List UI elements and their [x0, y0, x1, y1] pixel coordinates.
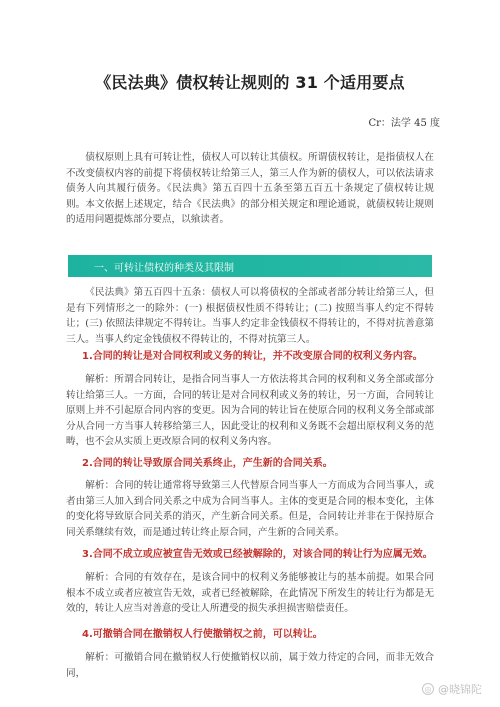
point-4-heading: 4.可撤销合同在撤销权人行使撤销权之前，可以转让。 — [82, 629, 323, 640]
watermark-text: @晓锦陀 — [438, 683, 482, 696]
watermark — [422, 681, 482, 697]
point-2-heading: 2.合同的转让导致原合同关系终止，产生新的合同关系。 — [82, 458, 333, 469]
article-545-paragraph: 《民法典》第五百四十五条：债权人可以将债权的全部或者部分转让给第三人，但是有下列情形之一的除外：(一) 根据债权性质不得转让；(二) 按照当事人约定不得转让；(三) 依照法律规定不得转让。当事人约定非金钱债权不得转让的，不得对抗善意第三人。当事人约定金钱债权不得转让的，不得对抗第三人。 — [66, 287, 434, 345]
point-4-paragraph: 解析：可撤销合同在撤销权人行使撤销权以前，属于效力待定的合同，而非无效合同， — [66, 652, 434, 679]
point-1-paragraph: 解析：所谓合同转让，是指合同当事人一方依法将其合同的权利和义务全部或部分转让给第三人。一方面，合同的转让是对合同权利或义务的转让，另一方面，合同转让原则上并不引起原合同内容的变更。因为合同的转让旨在使原合同的权利义务全部或部分从合同一方当事人转移给第三人，因此受让的权利和义务既不会超出原权利义务的范畴，也不会从实质上更改原合同的权利义务内容。 — [66, 374, 434, 448]
intro-paragraph: 债权原则上具有可转让性，债权人可以转让其债权。所谓债权转让，是指债权人在不改变债权内容的前提下将债权转让给第三人，第三人作为新的债权人，可以依法请求债务人向其履行债务。《民法典》第五百四十五条至第五百五十条规定了债权转让规则。本文依据上述规定，结合《民法典》的部分相关规定和理论通说，就债权转让规则的适用问题提炼部分要点，以飨读者。 — [66, 152, 434, 226]
point-3-paragraph: 解析：合同的有效存在，是该合同中的权利义务能够被让与的基本前提。如果合同根本不成立或者应被宣告无效，或者已经被解除，在此情况下所发生的转让行为都是无效的，转让人应当对善意的受让人所遭受的损失承担损害赔偿责任。 — [66, 572, 434, 615]
byline: Cr：法学 45 度 — [368, 118, 440, 129]
document-title: 《民法典》债权转让规则的 31 个适用要点 — [95, 73, 405, 92]
section-heading-bar — [68, 255, 432, 277]
point-1-heading: 1.合同的转让是对合同权利或义务的转让，并不改变原合同的权利义务内容。 — [82, 351, 423, 362]
point-3-heading: 3.合同不成立或应被宣告无效或已经被解除的，对该合同的转让行为应属无效。 — [82, 549, 433, 560]
watermark-icon: ◎ — [422, 683, 434, 695]
point-2-paragraph: 解析：合同的转让通常将导致第三人代替原合同当事人一方而成为合同当事人，或者由第三人加入到合同关系之中成为合同当事人。主体的变更是合同的根本变化，主体的变化将导致原合同关系的消灭，产生新合同关系。但是，合同转让并非在于保持原合同关系继续有效，而是通过转让终止原合同，产生新的合同关系。 — [66, 480, 434, 538]
section-heading-text: 一、可转让债权的种类及其限制 — [94, 263, 234, 274]
